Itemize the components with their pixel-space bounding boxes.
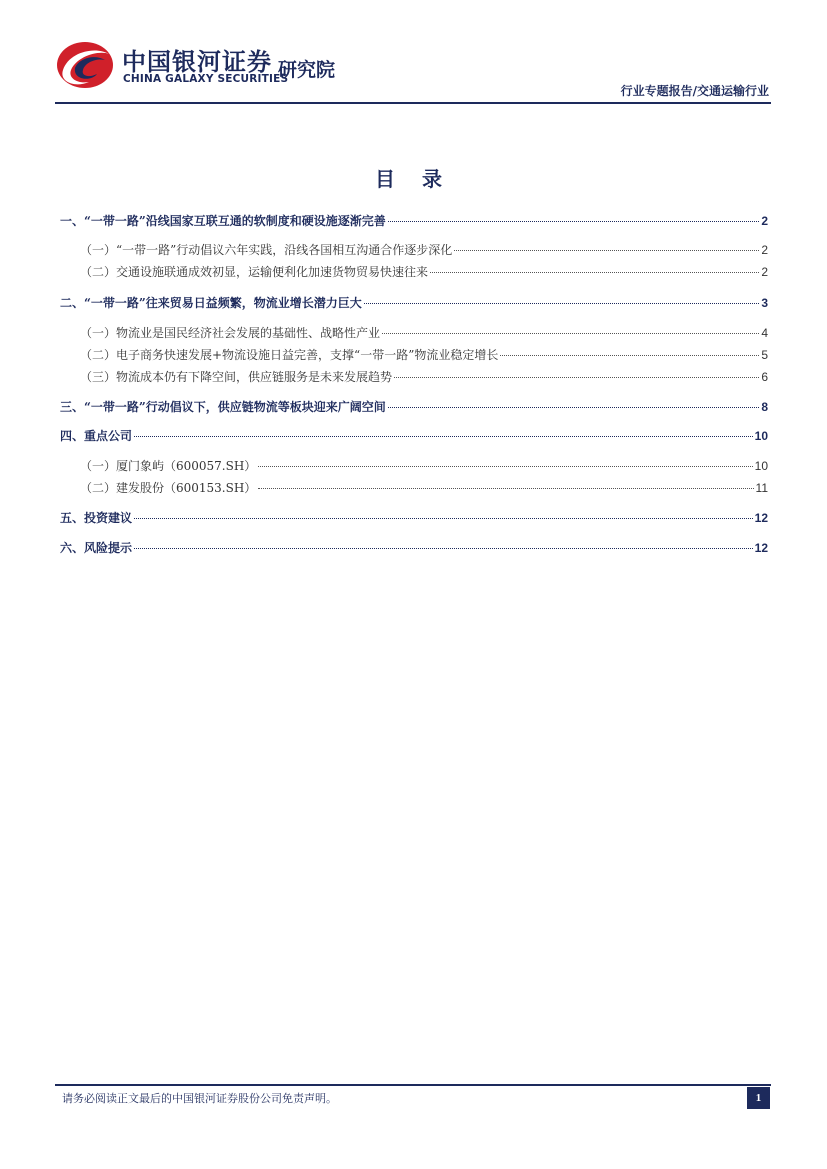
toc-entry-text: （三）物流成本仍有下降空间，供应链服务是未来发展趋势 <box>80 370 393 384</box>
toc-entry-page: 5 <box>761 348 768 362</box>
toc-entry-page: 6 <box>761 370 768 384</box>
toc-leader-dots <box>134 436 753 437</box>
toc-entry-text: 六、风险提示 <box>60 541 133 555</box>
toc-entry-page: 3 <box>761 296 768 310</box>
toc-entry-page: 8 <box>761 400 768 414</box>
galaxy-logo-icon <box>55 40 115 90</box>
page-header <box>55 38 771 104</box>
toc-entry[interactable] <box>60 212 768 229</box>
toc-entry[interactable] <box>60 294 768 311</box>
toc-leader-dots <box>454 250 759 251</box>
toc-entry[interactable] <box>60 398 768 415</box>
page-number-badge: 1 <box>747 1087 770 1109</box>
toc-leader-dots <box>430 272 759 273</box>
toc-entry[interactable] <box>60 346 768 363</box>
toc-entry-text: 一、“一带一路”沿线国家互联互通的软制度和硬设施逐渐完善 <box>60 214 386 228</box>
report-type-label: 行业专题报告/交通运输行业 <box>620 84 769 98</box>
toc-entry-page: 10 <box>754 459 768 473</box>
toc-leader-dots <box>134 548 753 549</box>
toc-entry[interactable] <box>60 368 768 385</box>
toc-entry[interactable] <box>60 427 768 444</box>
toc-entry-text: （二）交通设施联通成效初显，运输便利化加速货物贸易快速往来 <box>80 265 429 279</box>
toc-entry[interactable] <box>60 457 768 474</box>
toc-entry-page: 2 <box>761 243 768 257</box>
toc-entry-text: 二、“一带一路”往来贸易日益频繁，物流业增长潜力巨大 <box>60 296 362 310</box>
toc-entry[interactable] <box>60 324 768 341</box>
toc-entry[interactable] <box>60 509 768 526</box>
toc-entry-page: 11 <box>755 481 768 495</box>
toc-leader-dots <box>134 518 753 519</box>
toc-entry-text: 四、重点公司 <box>60 429 133 443</box>
toc-leader-dots <box>382 333 759 334</box>
toc-entry-text: （一）物流业是国民经济社会发展的基础性、战略性产业 <box>80 326 381 340</box>
toc-entry-text: （二）建发股份（600153.SH） <box>80 481 257 495</box>
toc-leader-dots <box>258 466 752 467</box>
toc-entry-text: （一）厦门象屿（600057.SH） <box>80 459 257 473</box>
footer-disclaimer: 请务必阅读正文最后的中国银河证券股份公司免责声明。 <box>62 1092 337 1105</box>
toc-entry-page: 10 <box>754 429 768 443</box>
toc-entry[interactable] <box>60 539 768 556</box>
toc-entry-text: 五、投资建议 <box>60 511 133 525</box>
toc-title: 目 录 <box>375 167 452 191</box>
toc-leader-dots <box>258 488 753 489</box>
toc-leader-dots <box>394 377 759 378</box>
toc-entry[interactable] <box>60 241 768 258</box>
toc-entry[interactable] <box>60 479 768 496</box>
toc-entry-text: （二）电子商务快速发展+物流设施日益完善，支撑“一带一路”物流业稳定增长 <box>80 348 499 362</box>
toc-leader-dots <box>388 221 760 222</box>
header-divider <box>55 102 771 104</box>
toc-entry[interactable] <box>60 263 768 280</box>
toc-entry-text: （一）“一带一路”行动倡议六年实践，沿线各国相互沟通合作逐步深化 <box>80 243 453 257</box>
toc-entry-page: 2 <box>761 265 768 279</box>
brand-institute: 研究院 <box>278 59 336 81</box>
toc-entry-page: 12 <box>754 541 768 555</box>
toc-entry-page: 4 <box>761 326 768 340</box>
toc-leader-dots <box>388 407 760 408</box>
footer-divider <box>55 1084 771 1086</box>
toc-entry-page: 12 <box>754 511 768 525</box>
brand-name-cn: 中国银河证券 <box>122 48 272 76</box>
toc-leader-dots <box>364 303 760 304</box>
brand-name-en: CHINA GALAXY SECURITIES <box>123 73 289 85</box>
toc-entry-page: 2 <box>761 214 768 228</box>
toc-leader-dots <box>500 355 759 356</box>
toc-entry-text: 三、“一带一路”行动倡议下，供应链物流等板块迎来广阔空间 <box>60 400 386 414</box>
